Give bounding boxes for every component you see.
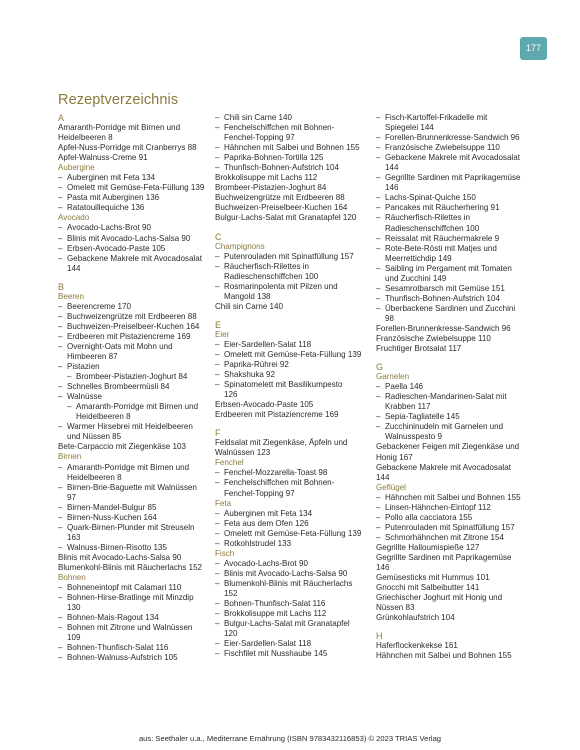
index-subentry: – Lachs-Spinat-Quiche 150 (376, 193, 546, 203)
index-category: Fisch (215, 548, 235, 558)
index-subentry: – Pollo alla cacciatora 155 (376, 513, 546, 523)
index-subentry-continuation: 146 (385, 183, 399, 193)
index-category: Birnen (58, 452, 82, 462)
index-subentry: – Blinis mit Avocado-Lachs-Salsa 90 (58, 234, 218, 244)
index-subsubentry: – Amaranth-Porridge mit Birnen und (58, 402, 218, 412)
index-letter-heading: G (376, 362, 384, 373)
index-entry: Amaranth-Porridge mit Birnen und (58, 123, 181, 132)
index-letter-heading: B (58, 281, 65, 292)
index-entry: Nüssen 83 (376, 603, 415, 613)
index-category: Fenchel (215, 458, 244, 468)
index-letter-heading: A (58, 113, 65, 123)
index-subentry: – Gebackene Makrele mit Avocadosalat (376, 153, 546, 163)
index-entry: Hähnchen mit Salbei und Bohnen 155 (376, 651, 512, 661)
index-subentry-continuation: 97 (67, 492, 76, 502)
index-subentry: – Saibling im Pergament mit Tomaten (376, 264, 546, 274)
index-subentry: – Bohnen mit Zitrone und Walnüssen (58, 623, 218, 633)
index-subentry-continuation: 109 (67, 633, 81, 643)
index-subentry: – Erbsen-Avocado-Paste 105 (58, 244, 218, 254)
index-entry: Gemüsesticks mit Hummus 101 (376, 573, 490, 583)
index-subentry: – Walnüsse (58, 392, 218, 402)
index-letter-heading: C (215, 231, 222, 242)
index-subentry: – Gegrillte Sardinen mit Paprikagemüse (376, 173, 546, 183)
index-column-1 (58, 113, 218, 663)
index-subentry-continuation: 144 (385, 163, 399, 173)
page-title: Rezeptverzeichnis (58, 92, 179, 108)
index-entry: Blumenkohl-Blinis mit Räucherlachs 152 (58, 562, 203, 572)
index-subentry-continuation: 163 (67, 532, 81, 542)
index-subentry: – Sepia-Tagliatelle 145 (376, 412, 546, 422)
index-entry: Heidelbeeren 8 (58, 133, 113, 143)
index-category: Beeren (58, 291, 84, 301)
index-subentry: – Paprika-Bohnen-Tortilla 125 (215, 153, 375, 163)
index-subentry: – Omelett mit Gemüse-Feta-Füllung 139 (58, 183, 218, 193)
index-entry: Gebackener Feigen mit Ziegenkäse und (376, 442, 520, 452)
index-subentry: – Ratatouillequiche 136 (58, 203, 218, 213)
index-subentry: – Rosmarinpolenta mit Pilzen und (215, 282, 375, 292)
index-subentry: – Schmorhähnchen mit Zitrone 154 (376, 533, 546, 543)
index-subentry: – Bohnen-Thunfisch-Salat 116 (215, 599, 375, 609)
index-subentry: – Pistazien (58, 362, 218, 372)
index-subentry: – Erdbeeren mit Pistaziencreme 169 (58, 332, 218, 342)
index-subentry: – Thunfisch-Bohnen-Aufstrich 104 (376, 294, 546, 304)
index-entry: Haferflockenkekse 161 (376, 641, 458, 651)
index-subentry: – Fischfilet mit Nusshaube 145 (215, 649, 375, 659)
index-subentry-continuation: 130 (67, 603, 81, 613)
index-subentry: – Buchweizen-Preiselbeer-Kuchen 164 (58, 322, 218, 332)
index-subentry-continuation: Himbeeren 87 (67, 351, 118, 361)
index-subentry-continuation: Heidelbeeren 8 (67, 472, 122, 482)
index-entry: Brokkolisuppe mit Lachs 112 (215, 173, 318, 183)
index-entry: Blinis mit Avocado-Lachs-Salsa 90 (58, 552, 182, 562)
index-category: Avocado (58, 213, 90, 223)
index-entry: Apfel-Nuss-Porridge mit Cranberrys 88 (58, 143, 197, 153)
index-subentry: – Paella 146 (376, 382, 546, 392)
index-category: Aubergine (58, 163, 95, 173)
index-subentry: – Omelett mit Gemüse-Feta-Füllung 139 (215, 350, 375, 360)
index-subentry: – Auberginen mit Feta 134 (215, 509, 375, 519)
index-subentry: – Pancakes mit Räucherhering 91 (376, 203, 546, 213)
index-entry: Fruchtiger Brotsalat 117 (376, 344, 462, 354)
index-entry: Walnüssen 123 (215, 448, 271, 458)
index-subentry: – Quark-Birnen-Plunder mit Streuseln (58, 523, 218, 533)
index-subentry: – Birnen-Nuss-Kuchen 164 (58, 513, 218, 523)
index-subentry: – Avocado-Lachs-Brot 90 (215, 559, 375, 569)
index-entry: Erbsen-Avocado-Paste 105 (215, 400, 314, 410)
index-subentry-continuation: Meerrettichdip 149 (385, 253, 452, 263)
index-entry: Gegrillte Halloumispieße 127 (376, 542, 480, 552)
index-subentry: – Thunfisch-Bohnen-Aufstrich 104 (215, 163, 375, 173)
index-subentry-continuation: Krabben 117 (385, 402, 431, 412)
index-subentry-continuation: und Nüssen 85 (67, 432, 122, 442)
index-category: Eier (215, 329, 230, 339)
index-subentry: – Beerencreme 170 (58, 302, 218, 312)
page-number: 177 (520, 37, 547, 60)
index-entry: Erdbeeren mit Pistaziencreme 169 (215, 410, 339, 420)
index-subentry: – Shakshuka 92 (215, 370, 375, 380)
index-subentry: – Birnen-Brie-Baguette mit Walnüssen (58, 483, 218, 493)
source-footer: aus: Seethaler u.a., Mediterrane Ernährung (ISBN 9783432116853) © 2023 TRIAS Verlag (138, 734, 442, 743)
index-subentry: – Fenchel-Mozzarella-Toast 98 (215, 468, 375, 478)
index-subentry: – Paprika-Rührei 92 (215, 360, 375, 370)
index-entry: Feldsalat mit Ziegenkäse, Äpfeln und (215, 438, 348, 448)
index-entry: Französische Zwiebelsuppe 110 (376, 334, 491, 344)
index-entry: Brombeer-Pistazien-Joghurt 84 (215, 183, 327, 193)
index-entry: Gegrillte Sardinen mit Paprikagemüse (376, 552, 512, 562)
index-subentry-continuation: 98 (385, 313, 394, 323)
index-subentry: – Eier-Sardellen-Salat 118 (215, 340, 375, 350)
index-entry: Buchweizen-Preiselbeer-Kuchen 164 (215, 203, 348, 213)
index-subentry: – Blinis mit Avocado-Lachs-Salsa 90 (215, 569, 375, 579)
index-subentry: – Putenrouladen mit Spinatfüllung 157 (376, 523, 546, 533)
index-subentry: – Räucherfisch-Rilettes in (376, 213, 546, 223)
index-subentry: – Rote-Bete-Rösti mit Matjes und (376, 244, 546, 254)
index-subentry: – Auberginen mit Feta 134 (58, 173, 218, 183)
index-letter-heading: E (215, 319, 222, 330)
index-entry: Apfel-Walnuss-Creme 91 (58, 153, 148, 163)
index-subentry: – Brokkolisuppe mit Lachs 112 (215, 609, 375, 619)
index-subentry: – Bohnen-Mais-Ragout 134 (58, 613, 218, 623)
index-subentry: – Putenrouladen mit Spinatfüllung 157 (215, 252, 375, 262)
index-entry: Gebackene Makrele mit Avocadosalat (376, 462, 511, 472)
index-subentry: – Bohnen-Thunfisch-Salat 116 (58, 643, 218, 653)
index-subentry: – Französische Zwiebelsuppe 110 (376, 143, 546, 153)
index-subentry: – Walnuss-Birnen-Risotto 135 (58, 543, 218, 553)
index-subentry: – Fisch-Kartoffel-Frikadelle mit (376, 113, 546, 123)
index-category: Bohnen (58, 573, 86, 583)
index-subentry: – Bulgur-Lachs-Salat mit Granatapfel (215, 619, 375, 629)
index-entry: Buchweizengrütze mit Erdbeeren 88 (215, 193, 345, 203)
index-subentry: – Bohnen-Walnuss-Aufstrich 105 (58, 653, 218, 663)
index-subentry: – Buchweizengrütze mit Erdbeeren 88 (58, 312, 218, 322)
index-subentry: – Eier-Sardellen-Salat 118 (215, 639, 375, 649)
index-entry: 146 (376, 563, 390, 573)
index-subentry-continuation: Walnusspesto 9 (385, 432, 442, 442)
index-subentry: – Pasta mit Auberginen 136 (58, 193, 218, 203)
index-subentry: – Radieschen-Mandarinen-Salat mit (376, 392, 546, 402)
index-subentry: – Hähnchen mit Salbei und Bohnen 155 (215, 143, 375, 153)
index-entry: Bete-Carpaccio mit Ziegenkäse 103 (58, 442, 186, 452)
index-subentry: – Warmer Hirsebrei mit Heidelbeeren (58, 422, 218, 432)
index-entry: Grünkohlaufstrich 104 (376, 613, 455, 623)
index-category: Geflügel (376, 482, 406, 492)
index-subentry: – Hähnchen mit Salbei und Bohnen 155 (376, 493, 546, 503)
index-column-3 (376, 113, 546, 661)
index-entry: Bulgur-Lachs-Salat mit Granatapfel 120 (215, 213, 357, 223)
index-subentry-continuation: Fenchel-Topping 97 (224, 488, 295, 498)
index-entry: Honig 167 (376, 452, 413, 462)
index-subentry: – Sesamrotbarsch mit Gemüse 151 (376, 284, 546, 294)
index-subentry: – Feta aus dem Ofen 126 (215, 519, 375, 529)
index-subentry-continuation: 126 (224, 390, 238, 400)
index-category: Champignons (215, 241, 265, 251)
index-subentry: – Blumenkohl-Blinis mit Räucherlachs (215, 579, 375, 589)
index-subentry: – Fenchelschiffchen mit Bohnen- (215, 478, 375, 488)
index-subentry-continuation: Fenchel-Topping 97 (224, 133, 295, 143)
index-subentry-continuation: Mangold 138 (224, 291, 271, 301)
index-subentry: – Bohneneintopf mit Calamari 110 (58, 583, 218, 593)
index-subentry: – Overnight-Oats mit Mohn und (58, 342, 218, 352)
index-subentry-continuation: und Zucchini 149 (385, 273, 447, 283)
index-subentry: – Zucchininudeln mit Garnelen und (376, 422, 546, 432)
index-subsubentry: – Brombeer-Pistazien-Joghurt 84 (58, 372, 218, 382)
index-subentry: – Spinatomelett mit Basilikumpesto (215, 380, 375, 390)
index-entry: Gnocchi mit Salbeibutter 141 (376, 583, 480, 593)
index-subentry: – Chili sin Carne 140 (215, 113, 375, 123)
index-entry: Forellen-Brunnenkresse-Sandwich 96 (376, 323, 511, 333)
index-subentry-continuation: Spiegelei 144 (385, 123, 434, 133)
index-subentry-continuation: 152 (224, 588, 238, 598)
index-subentry: – Bohnen-Hirse-Bratlinge mit Minzdip (58, 593, 218, 603)
index-subentry: – Gebackene Makrele mit Avocadosalat (58, 254, 218, 264)
index-subentry: – Fenchelschiffchen mit Bohnen- (215, 123, 375, 133)
index-subentry: – Amaranth-Porridge mit Birnen und (58, 463, 218, 473)
index-subsubentry-continuation: Heidelbeeren 8 (76, 412, 131, 422)
index-entry: 144 (376, 472, 390, 482)
index-subentry: – Linsen-Hähnchen-Eintopf 112 (376, 503, 546, 513)
index-subentry-continuation: 120 (224, 629, 238, 639)
index-subentry-continuation: Radieschenschiffchen 100 (385, 223, 480, 233)
index-entry: Chili sin Carne 140 (215, 301, 283, 311)
index-category: Garnelen (376, 372, 410, 382)
index-subentry: – Räucherfisch-Rilettes in (215, 262, 375, 272)
index-letter-heading: H (376, 631, 383, 642)
index-subentry-continuation: Radieschenschiffchen 100 (224, 271, 319, 281)
index-subentry-continuation: 144 (67, 263, 81, 273)
index-subentry: – Reissalat mit Räuchermakrele 9 (376, 234, 546, 244)
index-entry: Griechischer Joghurt mit Honig und (376, 593, 503, 603)
index-column-2 (215, 113, 375, 659)
index-subentry: – Birnen-Mandel-Bulgur 85 (58, 503, 218, 513)
index-subentry: – Überbackene Sardinen und Zucchini (376, 304, 546, 314)
index-subentry: – Schnelles Brombeermüsli 84 (58, 382, 218, 392)
index-subentry: – Forellen-Brunnenkresse-Sandwich 96 (376, 133, 546, 143)
index-letter-heading: F (215, 428, 221, 439)
index-subentry: – Omelett mit Gemüse-Feta-Füllung 139 (215, 529, 375, 539)
index-subentry: – Avocado-Lachs-Brot 90 (58, 223, 218, 233)
index-subentry: – Rotkohlstrudel 133 (215, 539, 375, 549)
index-category: Feta (215, 498, 232, 508)
